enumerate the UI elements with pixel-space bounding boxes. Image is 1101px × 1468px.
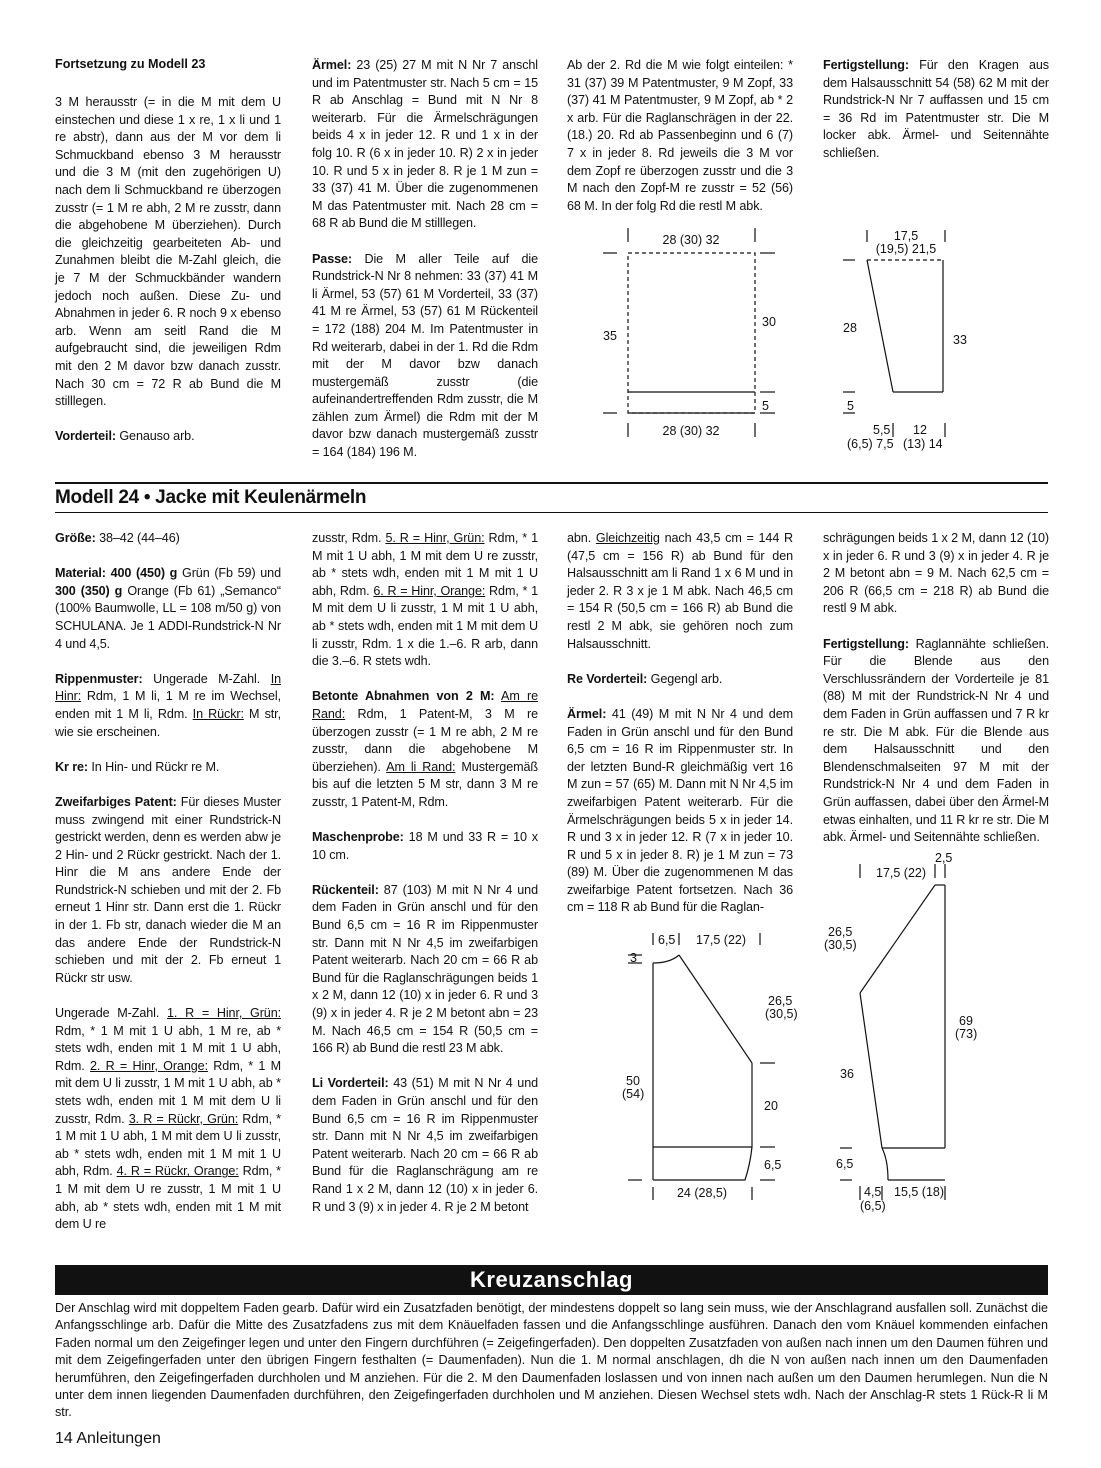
paragraph-groesse: Größe: 38–42 (44–46) bbox=[55, 531, 180, 545]
kreuzanschlag-text: Der Anschlag wird mit doppeltem Faden gearb. Dafür wird ein Zusatzfaden benötigt, der mindestens doppelt so lang sein muss, wie der Anschlagrand ausfallen soll. Zunächst die Anfangsschlinge arb. Dafür die Mitte des Zusatzfadens zus mit dem Knäuelfaden fassen und die Anfangsschlinge ausführen. Danach den vom Knäuel kommenden einfachen Faden normal um den Zeigefinger legen und unter den Fingern durchführen (= Zeigefingerfaden). Den doppelten Zusatzfaden von außen nach innen um den Daumen führen und mit dem Zeigefingerfaden unter den übrigen Fingern festhalten (= Daumenfaden). Nun die 1. M normal anschlagen, dh die N von außen nach innen um den Daumenfaden herumführen, den Zeigefingerfaden durchholen und M anziehen. Für die 2. M den Daumenfaden loslassen und von innen nach außen um den Daumen herumlegen. Nun die N unter dem innen liegenden Daumenfaden durchführen, den Zeigefingerfaden durchholen und M anziehen. Diesen Wechsel stets wdh. Nach der Anschlag-R stets 1 Rück-R li M str. bbox=[55, 1301, 1048, 1420]
dim-label: 4,5 bbox=[864, 1185, 882, 1199]
section-name: Anleitungen bbox=[76, 1430, 161, 1447]
top-column-2 bbox=[312, 57, 538, 479]
schematic-sleeve bbox=[820, 850, 995, 1220]
paragraph: 3 M herausstr (= in die M mit dem U einstechen und diese 1 x re, 1 x li und 1 re abstr), dann aus der M vor dem li Schmuckband ebenso 3 M herausstr und die 3 M (mit den zugehörigen U) nach dem li Schmuckband re überzogen zusstr (= 1 M re abh, 2 M re zusstr, dann die abgehobene M überziehen). Durch die gleichzeitig gearbeiteten Ab- und Zunahmen bleibt die M-Zahl gleich, die je 7 M der Schmuckbänder wandern jedoch noch außen. Diese Zu- und Abnahmen in jeder 6. R noch 9 x ebenso arb. Wenn am seitl Rand die M aufgebraucht sind, die jeweiligen Rdm mit den 2 M davor bzw danach zusstr. Nach 30 cm = 72 R ab Bund die M stilllegen. bbox=[55, 95, 281, 409]
dim-label: 28 bbox=[843, 321, 857, 335]
paragraph-passe: Passe: Die M aller Teile auf die Rundstrick-N Nr 8 nehmen: 33 (37) 41 M li Ärmel, 53 (57) 61 M Vorderteil, 33 (37) 41 M re Ärmel, 53 (57) 61 M Rückenteil = 172 (188) 204 M. Im Patentmuster in Rd weiterarb, dabei in der 1. Rd die Rdm mit der M davor bzw danach mustergemäß zusstr (die aufeinandertreffenden Rdm zusstr, die M zählen zum Ärmel) die Rdm mit der M davor bzw danach mustergemäß zusstr = 164 (184) 196 M. bbox=[312, 251, 538, 460]
dim-label: (6,5) 7,5 bbox=[847, 437, 894, 451]
dim-label: 5 bbox=[847, 399, 854, 413]
paragraph-continued: schrägungen beids 1 x 2 M, dann 12 (10) x in jeder 6. R und 3 (9) x in jeder 4. R je 2 M betont abn = 9 M. Nach 62,5 cm = 206 R (66,5 cm = 218 R) ab Bund die restl 9 M abk. bbox=[823, 531, 1049, 616]
paragraph-li-vorderteil: Li Vorderteil: 43 (51) M mit N Nr 4 und dem Faden in Grün anschl und für den Bund 6,5 cm = 16 R im Rippenmuster str. Dann mit N Nr 4,5 im zweifarbigen Patent weiterarb. Nach 20 cm = 66 R ab Bund für die Raglanschrägung am re Rand 1 x 2 M, dann 12 (10) x in jeder 6. R und 3 (9) x in jeder 4. R je 2 M betont bbox=[312, 1076, 538, 1214]
dim-label: 33 bbox=[953, 333, 967, 347]
paragraph-continued: zusstr, Rdm. 5. R = Hinr, Grün: Rdm, * 1 M mit 1 U abh, 1 M mit dem U re zusstr, ab * stets wdh, enden mit 1 M mit 1 U abh, Rdm. 6. R = Hinr, Orange: Rdm, * 1 M mit dem U li zusstr, 1 M mit 1 U abh, ab * stets wdh, enden mit 1 M mit dem U li zusstr, Rdm. 1 x die 1.–6. R arb, dann die 3.–6. R stets wdh. bbox=[312, 531, 539, 669]
dim-label: 5 bbox=[762, 399, 769, 413]
page-number: 14 bbox=[55, 1430, 73, 1447]
paragraph: Ab der 2. Rd die M wie folgt einteilen: * 31 (37) 39 M Patentmuster, 9 M Zopf, 33 (37) 41 M Patentmuster, 9 M Zopf, ab * 2 x arb. Für die Raglanschrägen in der 22. (18.) 20. Rd ab Passenbeginn und 6 (7) 7 x in jeder 8. Rd jeweils die 3 M vor dem Zopf re überzogen zusstr und die 3 M nach den Zopf-M re zusstr = 52 (56) 68 M. In der folg Rd die restl M abk. bbox=[567, 58, 793, 213]
paragraph-continued: abn. Gleichzeitig nach 43,5 cm = 144 R (47,5 cm = 156 R) ab Bund für den Halsausschnitt am li Rand 1 x 6 M und in jeder 2. R 3 x je 1 M abk. Nach 46,5 cm = 154 R (50,5 cm = 166 R) ab Bund die restl 2 M abk, sie gehören noch zum Halsausschnitt. bbox=[567, 531, 793, 651]
dim-label: 20 bbox=[764, 1099, 778, 1113]
paragraph-betonte-abnahmen: Betonte Abnahmen von 2 M: Am re Rand: Rdm, 1 Patent-M, 3 M re überzogen zusstr (= 1 M re abh, 2 M re zusstr, dann die abgehobene M überziehen). Am li Rand: Mustergemäß bis auf die letzten 5 M str, dann 3 M re zusstr, 1 Patent-M, Rdm. bbox=[312, 689, 538, 809]
paragraph-zweifarbig: Zweifarbiges Patent: Für dieses Muster muss zwingend mit einer Rundstrick-N gestrickt werden, denn es werden abw je 2 Hin- und 2 Rückr gestrickt. Nach der 1. Hinr die M ans andere Ende der Rundstrick-N schieben und mit der 2. Fb erneut 1 Hinr str. Dann erst die 1. Rückr in der 1. Fb str, danach wieder die M an das andere Ende der Rundstrick-N schieben und mit der 2. Fb erneut 1 Rückr str usw. bbox=[55, 794, 282, 985]
paragraph-vorderteil: Vorderteil: Genauso arb. bbox=[55, 429, 195, 444]
top-column-4 bbox=[823, 57, 1049, 180]
paragraph-fertigstellung: Fertigstellung: Raglannähte schließen. Für die Blende aus den Verschlussrändern der Vorderteile je 81 (88) M mit der Rundstrick-N Nr 4 und dem Faden in Grün auffassen und 7 R kr re str. Die M abk. Für die Blende aus dem Halsausschnitt und den Blendenschmalseiten 97 M mit der Rundstrick-N Nr 4 und dem Faden in Grün auffassen, dabei über den Ärmel-M etwas einhalten, und 11 R kr re str. Die M abk. Ärmel- und Seitennähte schließen. bbox=[823, 636, 1049, 845]
dim-label: 35 bbox=[603, 329, 617, 343]
dim-label: 2,5 bbox=[935, 851, 953, 865]
dim-label: 50 bbox=[626, 1074, 640, 1088]
kreuzanschlag-banner bbox=[55, 1265, 1048, 1295]
schematic-sleeve-top bbox=[835, 220, 980, 455]
dim-label: (54) bbox=[622, 1087, 645, 1101]
top-column-3 bbox=[567, 57, 793, 233]
continuation-header: Fortsetzung zu Modell 23 bbox=[55, 57, 206, 71]
model-column-4 bbox=[823, 530, 1049, 864]
paragraph-rueckenteil: Rückenteil: 87 (103) M mit N Nr 4 und dem Faden in Grün anschl und für den Bund 6,5 cm = 16 R im Rippenmuster str. Dann mit N Nr 4,5 im zweifarbigen Patent weiterarb. Nach 20 cm = 66 R ab Bund für die Raglanschrägungen beids 1 x 2 M, dann 12 (10) x in jeder 6. R und 3 (9) x in jeder 4. R je 2 M betont abn = 23 M. Nach 46,5 cm = 154 R (50,5 cm = 166 R) ab Bund die restl 23 M abk. bbox=[312, 882, 538, 1056]
dim-label: 28 (30) 32 bbox=[662, 233, 720, 247]
paragraph-maschenprobe: Maschenprobe: 18 M und 33 R = 10 x 10 cm. bbox=[312, 830, 538, 862]
paragraph-fertigstellung: Fertigstellung: Für den Kragen aus dem Halsausschnitt 54 (58) 62 M mit der Rundstrick-N Nr 7 auffassen und 15 cm = 36 Rd im Patentmuster str. Die M locker abk. Ärmel- und Seitennähte schließen. bbox=[823, 58, 1049, 160]
paragraph-rippenmuster: Rippenmuster: Ungerade M-Zahl. In Hinr: Rdm, 1 M li, 1 M re im Wechsel, enden mit 1 M li, Rdm. In Rückr: M str, wie sie erscheinen. bbox=[55, 671, 281, 739]
dim-label: 30 bbox=[762, 315, 776, 329]
dim-label: 17,5 (22) bbox=[876, 866, 927, 880]
dim-label: 6,5 bbox=[836, 1157, 854, 1171]
dim-label: 26,5 bbox=[768, 994, 793, 1008]
page-footer bbox=[55, 1430, 161, 1448]
dim-label: 5,5 bbox=[873, 423, 891, 437]
dim-label: 6,5 bbox=[764, 1158, 782, 1172]
dim-label: (73) bbox=[955, 1027, 978, 1041]
section-rule bbox=[55, 482, 1048, 484]
paragraph-ungerade: Ungerade M-Zahl. 1. R = Hinr, Grün: Rdm, * 1 M mit 1 U abh, 1 M re, ab * stets wdh, enden mit 1 M mit 1 U abh, Rdm. 2. R = Hinr, Orange: Rdm, * 1 M mit dem U li zusstr, 1 M mit 1 U abh, ab * stets wdh, enden mit 1 M mit dem U li zusstr, Rdm. 3. R = Rückr, Grün: Rdm, * 1 M mit 1 U abh, 1 M mit dem U li zusstr, ab * stets wdh, enden mit 1 M mit 1 U abh, Rdm. 4. R = Rückr, Orange: Rdm, * 1 M mit dem U re zusstr, 1 M mit 1 U abh, ab * stets wdh, enden mit 1 M mit dem U re bbox=[55, 1006, 281, 1232]
model-column-2 bbox=[312, 530, 538, 1234]
dim-label: 69 bbox=[959, 1014, 973, 1028]
schematic-front-body bbox=[620, 925, 805, 1210]
dim-label: 36 bbox=[840, 1067, 854, 1081]
dim-label: (19,5) 21,5 bbox=[875, 242, 937, 256]
dim-label: 26,5 bbox=[828, 925, 853, 939]
dim-label: (30,5) bbox=[765, 1007, 798, 1021]
schematic-body-top bbox=[595, 220, 790, 455]
top-column-1 bbox=[55, 94, 281, 463]
paragraph-material: Material: 400 (450) g Grün (Fb 59) und 300 (350) g Orange (Fb 61) „Semanco“ (100% Baumwolle, LL = 108 m/50 g) von SCHULANA. Je 1 ADDI-Rundstrick-N Nr 4 und 4,5. bbox=[55, 566, 281, 651]
model-title: Modell 24 • Jacke mit Keulenärmeln bbox=[55, 487, 367, 508]
paragraph-aermel: Ärmel: 23 (25) 27 M mit N Nr 7 anschl und im Patentmuster str. Nach 5 cm = 15 R ab Anschlag = Bund mit N Nr 8 weiterarb. Für die Ärmelschrägungen beids 4 x in jeder 12. R und 1 x in der folg 10. R (6 x in jeder 10. R) 2 x in jeder 10. R und 5 x in jeder 8. R je 1 M zun = 33 (37) 41 M. Über die zugenommenen M das Patentmuster mit. Nach 28 cm = 68 R ab Bund die M stilllegen. bbox=[312, 58, 538, 231]
dim-label: 24 (28,5) bbox=[676, 1186, 728, 1200]
paragraph-aermel: Ärmel: 41 (49) M mit N Nr 4 und dem Faden in Grün anschl und für den Bund 6,5 cm = 16 R im Rippenmuster str. In der letzten Bund-R gleichmäßig vert 16 M zun = 57 (65) M. Dann mit N Nr 4,5 im zweifarbigen Patent weiterarb. Für die Ärmelschrägungen beids 5 x in jeder 14. R und 3 x in jeder 12. R (7 x in jeder 10. R und 5 x in jeder 8. R) je 1 M zun = 73 (89) M. Über die zugenommenen M das zweifarbige Patent fortsetzen. Nach 36 cm = 118 R ab Bund für die Raglan- bbox=[567, 706, 793, 915]
dim-label: 6,5 bbox=[658, 933, 676, 947]
dim-label: 28 (30) 32 bbox=[662, 424, 720, 438]
dim-label: 3 bbox=[630, 951, 637, 965]
dim-label: (30,5) bbox=[824, 938, 857, 952]
section-rule bbox=[55, 512, 1048, 513]
dim-label: 12 bbox=[913, 423, 927, 437]
model-column-3 bbox=[567, 530, 793, 935]
banner-title: Kreuzanschlag bbox=[470, 1267, 633, 1292]
paragraph-re-vorderteil: Re Vorderteil: Gegengl arb. bbox=[567, 671, 723, 686]
dim-label: 17,5 (22) bbox=[696, 933, 747, 947]
dim-label: 17,5 bbox=[893, 229, 919, 243]
dim-label: 15,5 (18) bbox=[894, 1185, 945, 1199]
paragraph-kr-re: Kr re: In Hin- und Rückr re M. bbox=[55, 759, 220, 774]
model-column-1 bbox=[55, 530, 281, 1251]
dim-label: (6,5) bbox=[860, 1199, 886, 1213]
dim-label: (13) 14 bbox=[903, 437, 943, 451]
